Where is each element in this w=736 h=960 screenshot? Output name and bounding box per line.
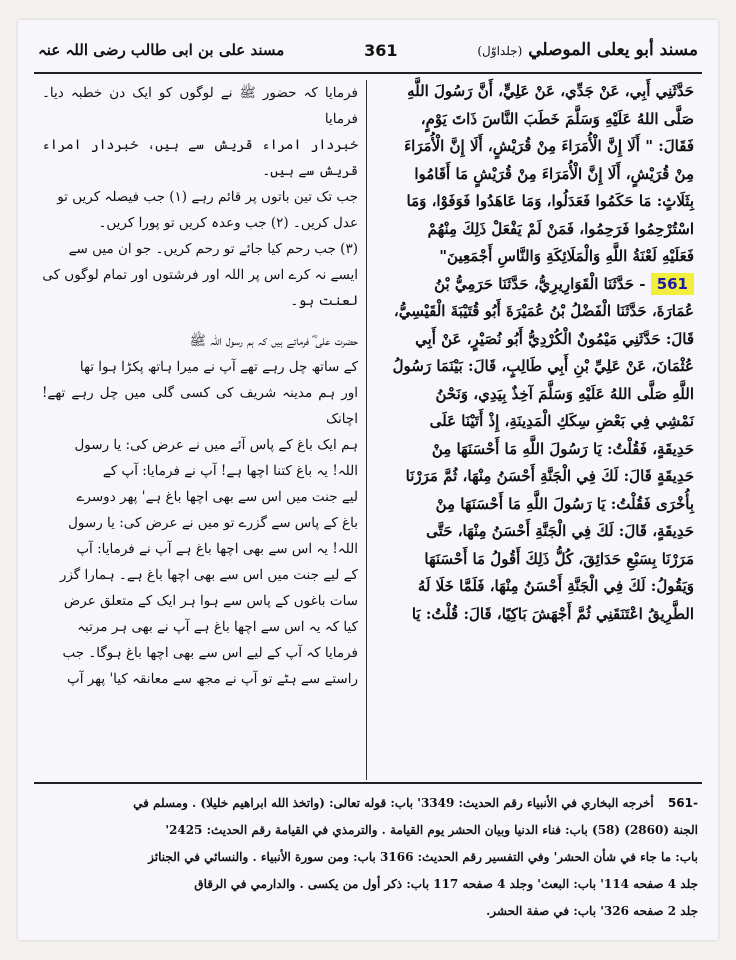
- hadith-number-badge: 561: [651, 273, 694, 295]
- page-number: 361: [364, 40, 398, 60]
- arabic-line: حَدِيقَةٍ، قَالَ: لَكَ فِي الْجَنَّةِ أَحْسَنُ مِنْهَا، حَتَّى: [426, 522, 694, 540]
- urdu-line: لیے جنت میں اس سے بھی اچھا باغ ہے' پھر دوسرے: [76, 489, 358, 505]
- footnote-rule: [34, 782, 702, 784]
- arabic-line: بِأُخْرَى فَقُلْتُ: يَا رَسُولَ اللَّهِ مَا أَحْسَنَهَا مِنْ: [435, 494, 694, 513]
- arabic-line: عُثْمَانَ، عَنْ عَلِيِّ بْنِ أَبِي طَالِبٍ، قَالَ: بَيْنَمَا رَسُولُ: [392, 357, 694, 375]
- section-title: مسند علی بن ابی طالب رضی اللہ عنہ: [38, 41, 285, 59]
- urdu-line: لعنت ہو۔: [290, 293, 358, 309]
- urdu-line: اور ہم مدینہ شریف کی کسی گلی میں چل رہے تھے! اچانک: [42, 385, 358, 427]
- arabic-line: اللَّهِ صَلَّى اللهُ عَلَيْهِ وَسَلَّمَ آخِذٌ بِيَدِي، وَنَحْنُ: [435, 384, 694, 403]
- urdu-line: سات باغوں کے پاس سے ہوا ہر ایک کے متعلق عرض: [63, 593, 358, 609]
- arabic-line: بِثَلَاثٍ: مَا حَكَمُوا فَعَدَلُوا، وَمَا عَاهَدُوا فَوَفَوْا، وَمَا: [406, 192, 694, 210]
- arabic-line: حَدِيقَةٍ قَالَ: لَكَ فِي الْجَنَّةِ أَحْسَنُ مِنْهَا، ثُمَّ مَرَرْنَا: [405, 467, 694, 485]
- header-rule: [34, 72, 702, 74]
- urdu-line: ہم ایک باغ کے پاس آئے میں نے عرض کی: یا رسول: [74, 437, 358, 453]
- column-divider: [366, 80, 367, 780]
- urdu-line: ایسے نہ کرے اس پر اللہ اور فرشتوں اور تمام لوگوں کی: [42, 267, 358, 283]
- arabic-line: عُمَارَةَ، حَدَّثَنَا الْفَضْلُ بْنُ عُمَيْرَةَ أَبُو قُتَيْبَةَ الْقَيْسِيُّ،: [393, 302, 694, 320]
- arabic-line: - حَدَّثَنَا الْقَوَارِيرِيُّ، حَدَّثَنَا حَرَمِيُّ بْنُ: [434, 274, 646, 293]
- urdu-line: اللہ! یہ اس سے بھی اچھا باغ ہے آپ نے فرمایا: آپ: [76, 541, 358, 557]
- arabic-line: مِنْ قُرَيْشٍ، أَلَا إِنَّ الْأُمَرَاءَ مِنْ قُرَيْشٍ مَا أَقَامُوا: [414, 164, 694, 183]
- urdu-line: جب تک تین باتوں پر قائم رہے (۱) جب فیصلہ کریں تو: [57, 189, 358, 205]
- arabic-line: فَعَلَيْهِ لَعْنَةُ اللَّهِ وَالْمَلَائِكَةِ وَالنَّاسِ أَجْمَعِينَ": [439, 247, 694, 265]
- arabic-line: نَمْشِي فِي بَعْضِ سِكَكِ الْمَدِينَةِ، إِذْ أَتَيْنَا عَلَى: [429, 412, 694, 430]
- urdu-line: کے لیے جنت میں اس سے بھی اچھا باغ ہے۔ ہمارا گزر: [59, 567, 358, 583]
- arabic-line: الطَّرِيقُ اعْتَنَقَنِي ثُمَّ أَجْهَشَ بَاكِيًا، قَالَ: قُلْتُ: يَا: [411, 604, 694, 623]
- urdu-line: کے ساتھ چل رہے تھے آپ نے میرا ہاتھ پکڑا ہوا تھا: [79, 359, 358, 375]
- arabic-line: حَدِيقَةٍ، فَقُلْتُ: يَا رَسُولَ اللَّهِ مَا أَحْسَنَهَا مِنْ: [431, 439, 694, 458]
- volume-label: (جلداوّل): [477, 44, 523, 58]
- urdu-line: اللہ! یہ باغ کتنا اچھا ہے! آپ نے فرمایا: آپ کے: [102, 463, 358, 479]
- urdu-line: کیا کہ یہ اس سے اچھا باغ ہے آپ نے بھی ہر مرتبہ: [77, 619, 358, 635]
- arabic-line: قَالَ: حَدَّثَنِي مَيْمُونٌ الْكُرْدِيُّ أَبُو نُصَيْرٍ، عَنْ أَبِي: [415, 329, 694, 348]
- footnote-line: جلد 2 صفحه 326' باب: في صفة الحشر.: [486, 904, 698, 918]
- arabic-line: مَرَرْنَا بِسَبْعِ حَدَائِقَ، كُلُّ ذَلِكَ أَقُولُ مَا أَحْسَنَهَا: [424, 549, 694, 568]
- book-page: [18, 20, 718, 940]
- arabic-line: وَيَقُولُ: لَكَ فِي الْجَنَّةِ أَحْسَنُ مِنْهَا، فَلَمَّا خَلَا لَهُ: [417, 577, 694, 595]
- urdu-line: باغ کے پاس سے گزرے تو میں نے عرض کی: یا رسول: [68, 515, 358, 531]
- footnote-line: [42, 790, 698, 817]
- arabic-line: حَدَّثَنِي أَبِي، عَنْ جَدِّي، عَنْ عَلِيٍّ، أَنَّ رَسُولَ اللَّهِ: [407, 82, 694, 100]
- footnote-text: أخرجه البخاري في الأنبياء رقم الحديث: 3349' باب: قوله تعالى: (واتخذ الله ابراهيم خليلا) . ومسلم في: [133, 796, 654, 810]
- footnote: [42, 790, 698, 930]
- hadith-start-line: [374, 271, 694, 299]
- book-title-text: مسند أبو يعلى الموصلي: [528, 40, 698, 60]
- footnote-line: الجنة (2860) (58) باب: فناء الدنيا وبيان الحشر يوم القيامة . والترمذي في القيامة رقم الحديث: 2425': [165, 823, 698, 837]
- urdu-line: عدل کریں۔ (۲) جب وعدہ کریں تو پورا کریں۔: [98, 215, 358, 231]
- arabic-column: [374, 78, 694, 778]
- book-title: [477, 40, 698, 60]
- urdu-line: (۳) جب رحم کیا جائے تو رحم کریں۔ جو ان میں سے: [68, 241, 358, 257]
- footnote-number: -561: [667, 796, 698, 810]
- urdu-line: راستے سے ہٹے تو آپ نے مجھ سے معانقہ کیا' پھر آپ: [66, 671, 358, 687]
- urdu-line: فرمایا کہ آپ کے لیے اس سے بھی اچھا باغ ہوگا۔ جب: [62, 645, 358, 661]
- urdu-line: خبردار امراء قریش سے ہیں، خبردار امراء قریش سے ہیں۔: [42, 137, 358, 179]
- footnote-line: باب: ما جاء في شأن الحشر' وفي التفسير رقم الحديث: 3166 باب: ومن سورة الأنبياء . والنسائي في الجنائز: [148, 850, 698, 864]
- urdu-line: حضرت علی ؓ فرماتے ہیں کہ ہم رسول اللہ ﷺ: [189, 333, 358, 349]
- urdu-line: فرمایا کہ حضور ﷺ نے لوگوں کو ایک دن خطبہ دیا۔ فرمایا: [42, 85, 358, 127]
- arabic-line: صَلَّى اللهُ عَلَيْهِ وَسَلَّمَ خَطَبَ النَّاسَ ذَاتَ يَوْمٍ،: [420, 109, 694, 128]
- arabic-line: فَقَالَ: " أَلَا إِنَّ الْأُمَرَاءَ مِنْ قُرَيْشٍ، أَلَا إِنَّ الْأُمَرَاءَ: [404, 137, 694, 155]
- footnote-line: جلد 4 صفحه 114' باب: البعث' وجلد 4 صفحه 117 باب: ذكر أول من يكسى . والدارمي في الرقاق: [194, 877, 698, 891]
- urdu-column: [42, 80, 358, 780]
- page-header: [38, 28, 698, 72]
- arabic-line: اسْتُرْحِمُوا فَرَحِمُوا، فَمَنْ لَمْ يَفْعَلْ ذَلِكَ مِنْهُمْ: [427, 219, 694, 238]
